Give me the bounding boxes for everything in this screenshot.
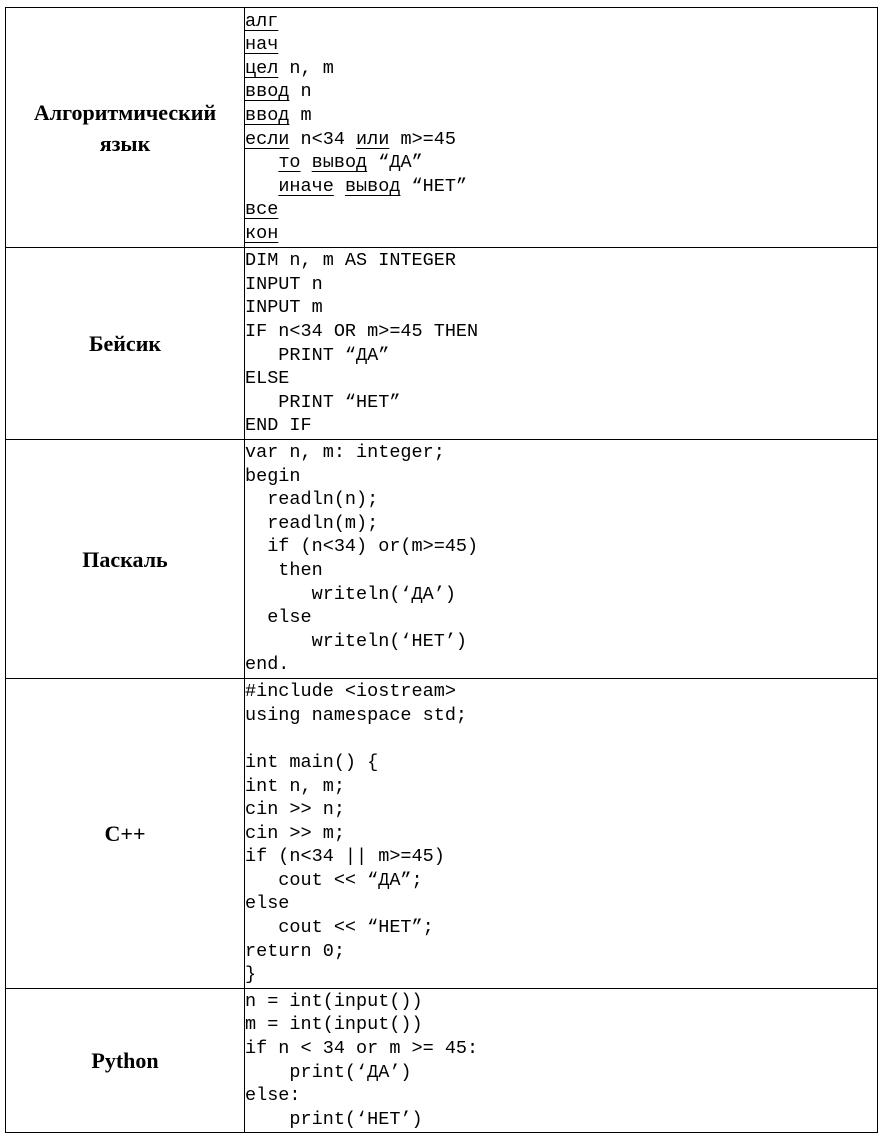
code-line: [245, 630, 877, 654]
code-line: [245, 151, 877, 175]
code-text: END IF: [245, 415, 312, 437]
code-line: [245, 344, 877, 368]
code-line: [245, 249, 877, 273]
code-line: [245, 869, 877, 893]
keyword: ввод: [245, 81, 290, 103]
code-line: [245, 222, 877, 246]
code-text: INPUT m: [245, 297, 323, 319]
language-name: Бейсик: [88, 331, 162, 356]
code-line: [245, 175, 877, 199]
code-line: [245, 892, 877, 916]
code-line: [245, 606, 877, 630]
code-text: m: [289, 104, 312, 126]
code-text: PRINT “ДА”: [245, 344, 390, 366]
code-cell: [245, 248, 878, 440]
code-text: writeln(‘НЕТ’): [245, 630, 468, 652]
code-line: [245, 798, 877, 822]
code-line: [245, 488, 877, 512]
code-line: [245, 198, 877, 222]
code-text: cin >> m;: [245, 822, 345, 844]
keyword: иначе: [278, 175, 334, 197]
code-line: [245, 680, 877, 704]
code-line: [245, 273, 877, 297]
code-text: else: [245, 607, 312, 629]
code-text: n<34: [289, 128, 357, 150]
code-text: cout << “ДА”;: [245, 869, 423, 891]
code-text: n = int(input()): [245, 990, 423, 1012]
code-line: [245, 104, 877, 128]
code-line: [245, 822, 877, 846]
code-cell: [245, 679, 878, 989]
code-line: [245, 1108, 877, 1132]
code-line: [245, 320, 877, 344]
code-line: [245, 1061, 877, 1085]
code-cell: [245, 8, 878, 248]
code-text: INPUT n: [245, 273, 323, 295]
code-text: print(‘ДА’): [245, 1061, 412, 1083]
code-text: return 0;: [245, 940, 345, 962]
keyword: нач: [245, 34, 279, 56]
code-text: PRINT “НЕТ”: [245, 391, 401, 413]
code-line: [245, 441, 877, 465]
table-row: [6, 679, 878, 989]
language-cell: [6, 248, 245, 440]
language-name: Алгоритмический язык: [33, 99, 217, 156]
keyword: все: [245, 199, 279, 221]
table-row: [6, 440, 878, 679]
language-cell: [6, 989, 245, 1133]
code-text: using namespace std;: [245, 704, 468, 726]
code-line: [245, 414, 877, 438]
code-text: [334, 176, 345, 197]
code-text: if (n<34) or(m>=45): [245, 536, 479, 558]
code-text: cin >> n;: [245, 799, 345, 821]
keyword: цел: [245, 57, 279, 79]
keyword: алг: [245, 10, 279, 32]
code-block: [245, 10, 877, 246]
table-row: [6, 989, 878, 1133]
code-text: [301, 152, 312, 173]
code-comparison-table: [5, 7, 878, 1133]
language-name: Паскаль: [82, 546, 168, 572]
code-line: [245, 465, 877, 489]
code-text: IF n<34 OR m>=45 THEN: [245, 320, 479, 342]
code-line: [245, 391, 877, 415]
code-block: [245, 990, 877, 1132]
code-text: then: [245, 560, 323, 581]
code-line: [245, 10, 877, 34]
keyword: ввод: [245, 104, 290, 126]
keyword: или: [356, 128, 390, 150]
keyword: кон: [245, 222, 279, 244]
code-text: }: [245, 964, 257, 986]
code-text: print(‘НЕТ’): [245, 1108, 423, 1130]
code-text: begin: [245, 465, 301, 487]
code-line: [245, 751, 877, 775]
code-line: [245, 704, 877, 728]
code-text: m = int(input()): [245, 1014, 423, 1036]
code-cell: [245, 989, 878, 1133]
code-line: [245, 1084, 877, 1108]
table-row: [6, 248, 878, 440]
code-text: else: [245, 893, 290, 915]
code-line: [245, 583, 877, 607]
language-cell: [6, 8, 245, 248]
code-text: ELSE: [245, 368, 290, 390]
keyword: вывод: [344, 175, 401, 197]
code-line: [245, 33, 877, 57]
code-text: else:: [245, 1085, 301, 1107]
code-text: [245, 176, 278, 197]
code-block: [245, 680, 877, 987]
code-text: writeln(‘ДА’): [245, 583, 456, 605]
code-text: n: [289, 81, 312, 103]
code-line: [245, 990, 877, 1014]
code-text: m>=45: [389, 128, 456, 150]
code-line: [245, 80, 877, 104]
code-line: [245, 963, 877, 987]
language-name: Python: [91, 1048, 159, 1073]
table-row: [6, 8, 878, 248]
language-name: C++: [104, 821, 146, 846]
code-text: var n, m: integer;: [245, 442, 445, 464]
code-line: [245, 367, 877, 391]
code-text: “ДА”: [367, 152, 423, 174]
code-block: [245, 249, 877, 438]
keyword: если: [245, 128, 290, 150]
code-line: [245, 845, 877, 869]
code-line: [245, 940, 877, 964]
code-line: [245, 1013, 877, 1037]
code-line: [245, 512, 877, 536]
code-text: [245, 152, 278, 173]
language-cell: [6, 679, 245, 989]
code-text: if n < 34 or m >= 45:: [245, 1037, 479, 1059]
code-line: [245, 775, 877, 799]
code-text: cout << “НЕТ”;: [245, 917, 434, 939]
code-block: [245, 441, 877, 677]
code-text: int main() {: [245, 751, 379, 773]
code-line: [245, 653, 877, 677]
code-text: if (n<34 || m>=45): [245, 846, 445, 868]
code-line: [245, 916, 877, 940]
keyword: вывод: [311, 152, 368, 174]
code-text: n, m: [278, 57, 334, 79]
code-text: readln(n);: [245, 489, 379, 511]
code-line: [245, 1037, 877, 1061]
code-text: readln(m);: [245, 512, 379, 534]
code-text: DIM n, m AS INTEGER: [245, 250, 456, 272]
code-line: [245, 57, 877, 81]
code-text: “НЕТ”: [400, 175, 468, 197]
code-line: [245, 128, 877, 152]
code-line: [245, 296, 877, 320]
keyword: то: [278, 152, 301, 174]
code-line: [245, 535, 877, 559]
code-text: int n, m;: [245, 775, 345, 797]
language-cell: [6, 440, 245, 679]
code-line: [245, 727, 877, 751]
code-line: [245, 559, 877, 583]
code-text: #include <iostream>: [245, 681, 456, 703]
code-cell: [245, 440, 878, 679]
code-text: end.: [245, 654, 290, 676]
